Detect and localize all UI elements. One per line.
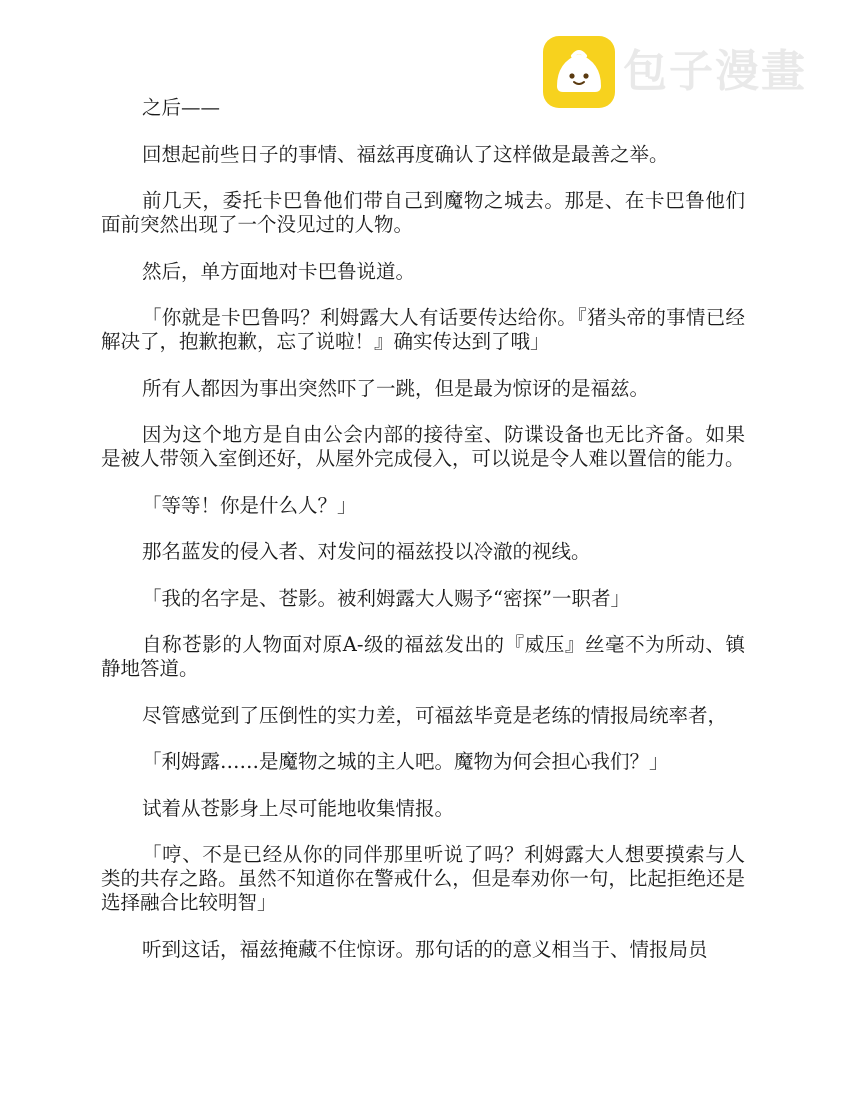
paragraph: 因为这个地方是自由公会内部的接待室、防谍设备也无比齐备。如果是被人带领入室倒还好，从屋外完成侵入，可以说是令人难以置信的能力。 <box>101 423 745 470</box>
paragraph: 试着从苍影身上尽可能地收集情报。 <box>142 796 455 820</box>
paragraph: 之后—— <box>142 96 221 119</box>
paragraph: 「等等！你是什么人？」 <box>142 493 357 517</box>
chapter-body <box>101 96 745 984</box>
paragraph: 尽管感觉到了压倒性的实力差，可福兹毕竟是老练的情报局统率者， <box>142 703 728 727</box>
paragraph: 然后，单方面地对卡巴鲁说道。 <box>142 259 416 283</box>
paragraph: 「你就是卡巴鲁吗？利姆露大人有话要传达给你。『猪头帝的事情已经解决了，抱歉抱歉，忘了说啦！』确实传达到了哦」 <box>101 306 745 353</box>
paragraph: 那名蓝发的侵入者、对发问的福兹投以冷澈的视线。 <box>142 540 591 563</box>
paragraph: 听到这话，福兹掩藏不住惊讶。那句话的的意义相当于、情报局员 <box>142 937 708 961</box>
paragraph: 前几天，委托卡巴鲁他们带自己到魔物之城去。那是、在卡巴鲁他们面前突然出现了一个没见过的人物。 <box>101 189 745 236</box>
watermark-text: 包子漫畫 <box>623 46 807 97</box>
paragraph: 回想起前些日子的事情、福兹再度确认了这样做是最善之举。 <box>142 142 669 166</box>
paragraph: 自称苍影的人物面对原A-级的福兹发出的『威压』丝毫不为所动、镇静地答道。 <box>101 633 745 680</box>
paragraph: 「我的名字是、苍影。被利姆露大人赐予“密探”一职者」 <box>142 586 630 610</box>
paragraph: 「哼、不是已经从你的同伴那里听说了吗？利姆露大人想要摸索与人类的共存之路。虽然不知道你在警戒什么，但是奉劝你一句，比起拒绝还是选择融合比较明智」 <box>101 843 745 914</box>
paragraph: 「利姆露……是魔物之城的主人吧。魔物为何会担心我们？」 <box>142 750 669 773</box>
paragraph: 所有人都因为事出突然吓了一跳，但是最为惊讶的是福兹。 <box>142 376 650 400</box>
